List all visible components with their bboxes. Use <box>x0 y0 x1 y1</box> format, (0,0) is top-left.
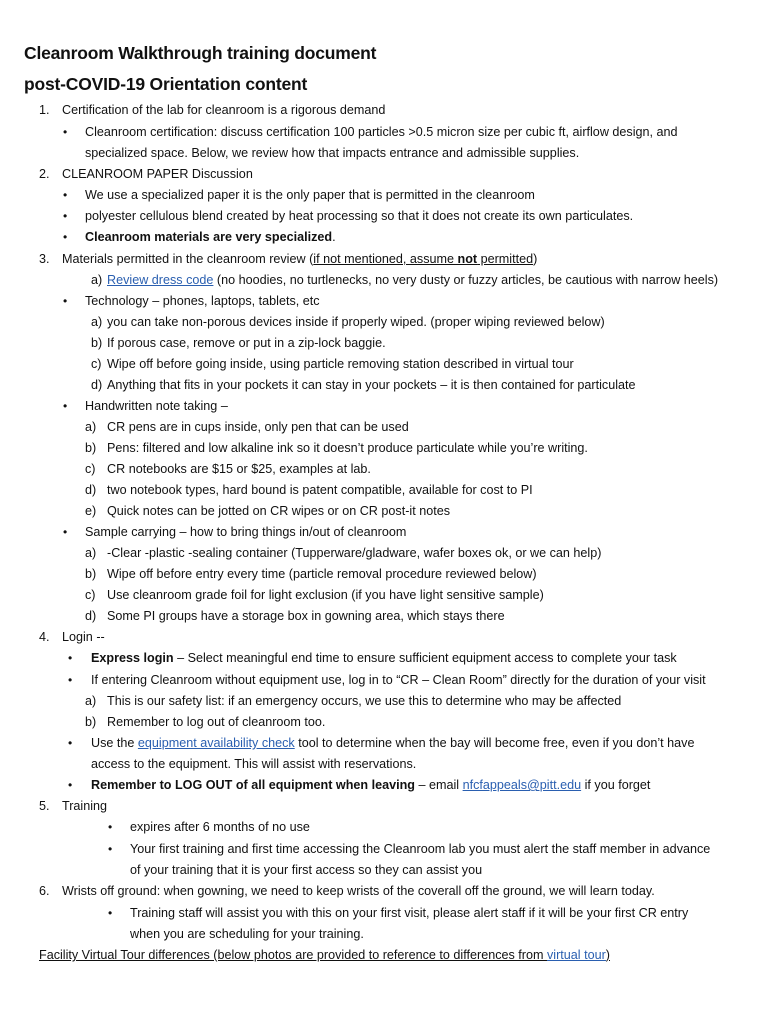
list-item <box>85 229 336 245</box>
text-fragment: tool to determine when the bay will become free, even if you don’t have <box>294 736 695 750</box>
dress-code-link[interactable]: Review dress code <box>107 273 214 287</box>
virtual-tour-link[interactable]: virtual tour <box>546 948 606 962</box>
list-item-continued: specialized space. Below, we review how that impacts entrance and admissible supplies. <box>85 146 580 160</box>
bold-text: Cleanroom materials are very specialized <box>85 230 333 244</box>
bullet-icon: • <box>63 525 68 539</box>
bold-text: Express login <box>91 651 174 665</box>
section-number: 4. <box>39 630 50 644</box>
list-item: two notebook types, hard bound is patent compatible, available for cost to PI <box>107 483 533 497</box>
text-fragment: if you forget <box>581 778 651 792</box>
text-fragment: ) <box>533 252 538 266</box>
list-item: We use a specialized paper it is the only paper that is permitted in the cleanroom <box>85 188 535 202</box>
list-item: Your first training and first time accessing the Cleanroom lab you must alert the staff member in advance <box>130 842 711 856</box>
list-item: Technology – phones, laptops, tablets, etc <box>85 294 320 308</box>
list-item: Pens: filtered and low alkaline ink so it doesn’t produce particulate while you’re writing. <box>107 441 588 455</box>
text-fragment: – email <box>414 778 463 792</box>
section-heading: Wrists off ground: when gowning, we need to keep wrists of the coverall off the ground, we will learn today. <box>62 884 655 898</box>
bullet-icon: • <box>63 188 68 202</box>
section-number: 3. <box>39 252 50 266</box>
list-item <box>91 650 677 666</box>
bullet-icon: • <box>108 906 113 920</box>
text-fragment: Materials permitted in the cleanroom review ( <box>62 252 314 266</box>
item-label: a) <box>91 315 103 329</box>
item-label: b) <box>85 441 97 455</box>
item-label: a) <box>85 420 97 434</box>
item-label: a) <box>85 546 97 560</box>
underlined-text: if not mentioned, assume <box>313 252 458 266</box>
bullet-icon: • <box>63 230 68 244</box>
document-subtitle: post-COVID-19 Orientation content <box>24 74 308 94</box>
section-heading <box>62 251 537 267</box>
list-item: Cleanroom certification: discuss certification 100 particles >0.5 micron size per cubic ft, airflow design, and <box>85 125 678 139</box>
item-label: b) <box>85 715 97 729</box>
text-fragment: ) <box>605 948 610 962</box>
section-number: 2. <box>39 167 50 181</box>
list-item: Handwritten note taking – <box>85 399 228 413</box>
item-label: b) <box>85 567 97 581</box>
list-item: -Clear -plastic -sealing container (Tupperware/gladware, wafer boxes ok, or we can help) <box>107 546 602 560</box>
item-label: c) <box>85 462 96 476</box>
item-label: a) <box>85 694 97 708</box>
list-item: Quick notes can be jotted on CR wipes or on CR post-it notes <box>107 504 451 518</box>
text-fragment: Use the <box>91 736 138 750</box>
section-heading: Login -- <box>62 630 105 644</box>
bold-underlined-text: not <box>457 252 478 266</box>
list-item-continued: of your training that it is your first access so they can assist you <box>130 863 483 877</box>
item-label: b) <box>91 336 103 350</box>
bullet-icon: • <box>63 209 68 223</box>
bullet-icon: • <box>108 820 113 834</box>
section-heading: Certification of the lab for cleanroom is a rigorous demand <box>62 103 386 117</box>
item-label: d) <box>85 609 97 623</box>
bullet-icon: • <box>68 673 73 687</box>
bold-text: Remember to LOG OUT of all equipment when leaving <box>91 778 415 792</box>
document-title: Cleanroom Walkthrough training document <box>24 43 377 63</box>
list-item: Wipe off before going inside, using particle removing station described in virtual tour <box>107 357 574 371</box>
list-item: If porous case, remove or put in a zip-lock baggie. <box>107 336 386 350</box>
section-number: 6. <box>39 884 50 898</box>
section-heading: CLEANROOM PAPER Discussion <box>62 167 253 181</box>
bullet-icon: • <box>68 778 73 792</box>
bullet-icon: • <box>68 651 73 665</box>
list-item: CR pens are in cups inside, only pen that can be used <box>107 420 409 434</box>
list-item-continued: access to the equipment. This will assist with reservations. <box>91 757 417 771</box>
bullet-icon: • <box>63 294 68 308</box>
text-fragment: (no hoodies, no turtlenecks, no very dusty or fuzzy articles, be cautious with narrow heels) <box>213 273 719 287</box>
section-heading: Training <box>62 799 108 813</box>
list-item: This is our safety list: if an emergency occurs, we use this to determine who may be affected <box>107 694 622 708</box>
list-item: CR notebooks are $15 or $25, examples at lab. <box>107 462 371 476</box>
equipment-availability-link[interactable]: equipment availability check <box>137 736 295 750</box>
bullet-icon: • <box>108 842 113 856</box>
item-label: d) <box>85 483 97 497</box>
list-item: expires after 6 months of no use <box>130 820 310 834</box>
underlined-text: permitted <box>477 252 534 266</box>
text-fragment: . <box>332 230 336 244</box>
text-fragment: – Select meaningful end time to ensure sufficient equipment access to complete your task <box>173 651 677 665</box>
section-number: 5. <box>39 799 50 813</box>
list-item: Sample carrying – how to bring things in/out of cleanroom <box>85 525 407 539</box>
item-label: d) <box>91 378 103 392</box>
list-item <box>107 272 718 288</box>
item-label: c) <box>85 588 96 602</box>
list-item: polyester cellulous blend created by heat processing so that it does not create its own particulates. <box>85 209 634 223</box>
list-item <box>91 735 694 751</box>
list-item: Wipe off before entry every time (particle removal procedure reviewed below) <box>107 567 537 581</box>
list-item-continued: when you are scheduling for your training. <box>130 927 364 941</box>
bullet-icon: • <box>63 125 68 139</box>
list-item: Remember to log out of cleanroom too. <box>107 715 326 729</box>
list-item: If entering Cleanroom without equipment use, log in to “CR – Clean Room” directly for the duration of your visit <box>91 673 706 687</box>
text-fragment: Facility Virtual Tour differences (below photos are provided to reference to differences from <box>39 948 547 962</box>
bullet-icon: • <box>68 736 73 750</box>
list-item: Some PI groups have a storage box in gowning area, which stays there <box>107 609 505 623</box>
list-item: Training staff will assist you with this on your first visit, please alert staff if it will be your first CR entry <box>130 906 689 920</box>
email-link[interactable]: nfcfappeals@pitt.edu <box>462 778 582 792</box>
bullet-icon: • <box>63 399 68 413</box>
list-item: Anything that fits in your pockets it can stay in your pockets – it is then contained for particulate <box>107 378 636 392</box>
list-item <box>91 777 650 793</box>
item-label: a) <box>91 273 103 287</box>
list-item: Use cleanroom grade foil for light exclusion (if you have light sensitive sample) <box>107 588 544 602</box>
virtual-tour-heading <box>39 947 610 963</box>
item-label: c) <box>91 357 102 371</box>
item-label: e) <box>85 504 97 518</box>
section-number: 1. <box>39 103 50 117</box>
list-item: you can take non-porous devices inside if properly wiped. (proper wiping reviewed below) <box>107 315 605 329</box>
